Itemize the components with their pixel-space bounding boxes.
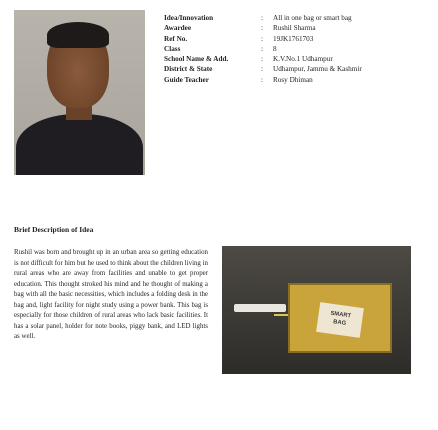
detail-row-district xyxy=(164,64,432,74)
detail-value: 8 xyxy=(273,44,277,53)
detail-label: Idea/Innovation xyxy=(164,14,214,22)
detail-row-school xyxy=(164,54,432,64)
photo-body xyxy=(16,114,143,175)
detail-separator: : xyxy=(261,34,263,43)
detail-value: Rushil Sharma xyxy=(273,24,316,33)
detail-label: School Name & Add. xyxy=(164,55,229,64)
bag-label-line2: BAG xyxy=(332,319,347,327)
detail-separator: : xyxy=(261,75,263,84)
detail-value: Udhampur, Jammu & Kashmir xyxy=(273,65,362,74)
detail-row-awardee xyxy=(164,23,432,33)
detail-row-idea xyxy=(164,13,432,23)
photo-bag xyxy=(288,283,392,353)
detail-row-class xyxy=(164,44,432,54)
detail-separator: : xyxy=(261,24,263,33)
detail-row-guide xyxy=(164,75,432,85)
photo-led-strip xyxy=(234,304,286,312)
detail-value: Rosy Dhiman xyxy=(273,75,313,84)
awardee-photo xyxy=(14,10,145,175)
awardee-details xyxy=(164,13,432,85)
bag-label xyxy=(316,302,364,338)
detail-label: Ref No. xyxy=(164,34,188,43)
detail-value: K.V.No.1 Udhampur xyxy=(273,55,333,64)
smart-bag-photo xyxy=(222,246,411,374)
detail-separator: : xyxy=(261,14,263,22)
detail-label: District & State xyxy=(164,65,213,74)
detail-value: All in one bag or smart bag xyxy=(273,14,352,22)
detail-label: Awardee xyxy=(164,24,192,33)
description-text: Rushil was born and brought up in an urban area so getting education is not difficult for him but he used to think about the children living in rural areas who are away from facilities and unable to get proper education. This thought stroked his mind and he thought of making a bag with all the basic necessities, which includes a folding desk in the bag and, light facility for night study using a power bank. This bag is especially for those children of rural areas who lack basic facilities. It has a solar panel, holder for note books, piggy bank, and LED lights as well. xyxy=(14,249,208,341)
photo-hair xyxy=(47,22,109,48)
detail-value: 19JK1761703 xyxy=(273,34,314,43)
detail-separator: : xyxy=(261,65,263,74)
detail-separator: : xyxy=(261,55,263,64)
detail-separator: : xyxy=(261,44,263,53)
bag-label-line1: SMART xyxy=(330,310,352,320)
detail-row-ref xyxy=(164,34,432,44)
description-heading: Brief Description of Idea xyxy=(14,225,94,234)
detail-label: Class xyxy=(164,44,181,53)
detail-label: Guide Teacher xyxy=(164,75,209,84)
